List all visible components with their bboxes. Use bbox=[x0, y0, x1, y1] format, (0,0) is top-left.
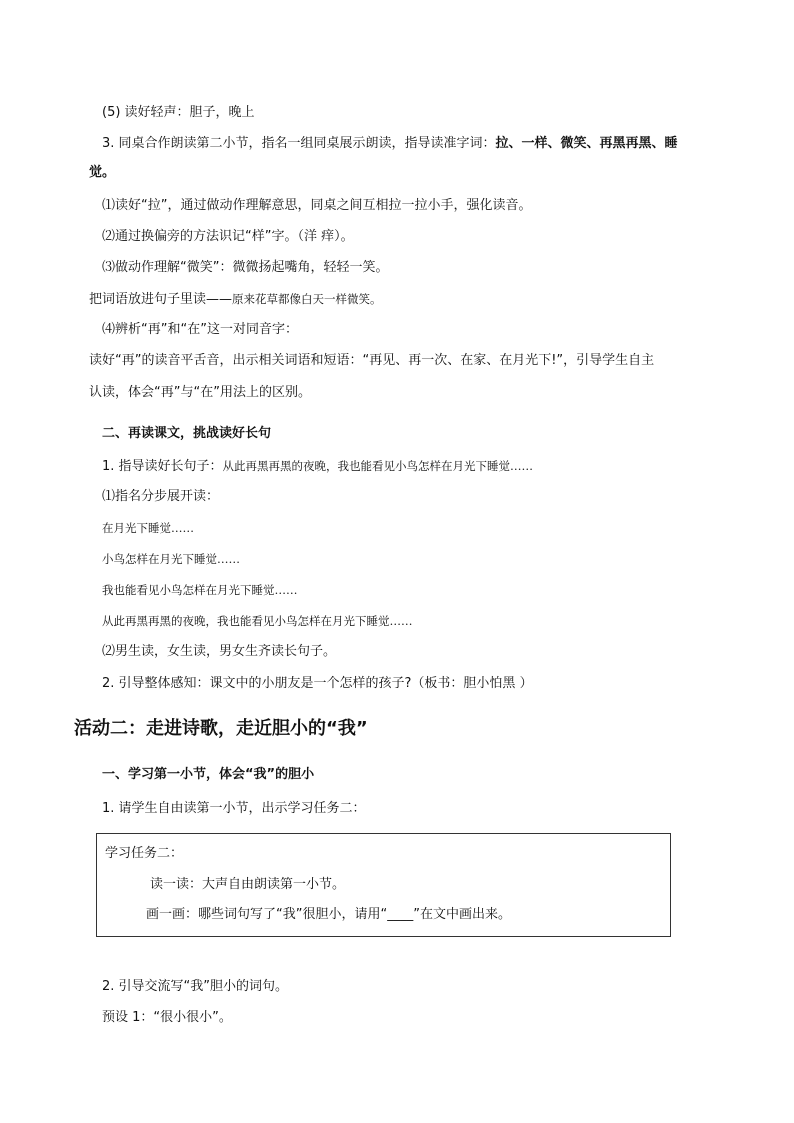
preset-1: 预设 1：“很小很小”。 bbox=[102, 1010, 232, 1025]
sub-item-3-sentence bbox=[89, 290, 382, 309]
item-3-paragraph bbox=[102, 135, 678, 153]
sentence-lead: 把词语放进句子里读—— bbox=[89, 292, 233, 307]
sub-item-1: ⑴读好“拉”，通过做动作理解意思，同桌之间互相拉一拉小手，强化读音。 bbox=[102, 198, 532, 213]
step-quote-3: 我也能看见小鸟怎样在月光下睡觉…… bbox=[102, 583, 298, 597]
task-box-title: 学习任务二： bbox=[105, 846, 184, 861]
item-3-text: 3. 同桌合作朗读第二小节，指名一组同桌展示朗读，指导读准字词： bbox=[102, 136, 496, 151]
task-read: 读一读：大声自由朗读第一小节。 bbox=[150, 877, 346, 892]
step-quote-1: 在月光下睡觉…… bbox=[102, 521, 194, 535]
sub-item-2: ⑵通过换偏旁的方法识记“样”字。（洋 痒）。 bbox=[102, 229, 354, 244]
overall-perception-item: 2. 引导整体感知：课文中的小朋友是一个怎样的孩子?（板书：胆小怕黑 ） bbox=[102, 676, 533, 691]
task-intro: 1. 请学生自由读第一小节，出示学习任务二： bbox=[102, 801, 366, 816]
long-sentence-sub-2: ⑵男生读，女生读，男女生齐读长句子。 bbox=[102, 644, 337, 659]
item-5-light-tone: (5) 读好轻声：胆子，晚上 bbox=[102, 105, 255, 120]
long-sentence-quote: 从此再黑再黑的夜晚，我也能看见小鸟怎样在月光下睡觉…… bbox=[222, 459, 534, 473]
section-2-heading: 二、再读课文，挑战读好长句 bbox=[102, 426, 272, 441]
long-sentence-sub-1: ⑴指名分步展开读： bbox=[102, 489, 220, 504]
sub-item-3: ⑶做动作理解“微笑”：微微扬起嘴角，轻轻一笑。 bbox=[102, 260, 389, 275]
sub-item-4-line-1: 读好“再”的读音平舌音，出示相关词语和短语：“再见、再一次、在家、在月光下!”，引导学生自主 bbox=[89, 353, 655, 368]
long-sentence-lead: 1. 指导读好长句子： bbox=[102, 459, 223, 474]
item-3-key-words: 拉、一样、微笑、再黑再黑、睡 bbox=[495, 136, 678, 151]
task-draw: 画一画：哪些词句写了“我”很胆小，请用“____”在文中画出来。 bbox=[146, 907, 511, 922]
step-quote-2: 小鸟怎样在月光下睡觉…… bbox=[102, 552, 240, 566]
discussion-item: 2. 引导交流写“我”胆小的词句。 bbox=[102, 979, 289, 994]
item-3-continuation: 觉。 bbox=[89, 165, 116, 180]
step-quote-4: 从此再黑再黑的夜晚，我也能看见小鸟怎样在月光下睡觉…… bbox=[102, 614, 413, 628]
learning-task-box bbox=[96, 833, 671, 937]
sub-item-4: ⑷辨析“再”和“在”这一对同音字： bbox=[102, 322, 298, 337]
long-sentence-item-1 bbox=[102, 457, 533, 476]
sentence-quote: 原来花草都像白天一样微笑。 bbox=[232, 292, 382, 306]
subsection-1-heading: 一、学习第一小节，体会“我”的胆小 bbox=[102, 767, 315, 782]
sub-item-4-line-2: 认读，体会“再”与“在”用法上的区别。 bbox=[89, 385, 311, 400]
activity-2-heading: 活动二：走进诗歌，走近胆小的“我” bbox=[74, 718, 368, 739]
